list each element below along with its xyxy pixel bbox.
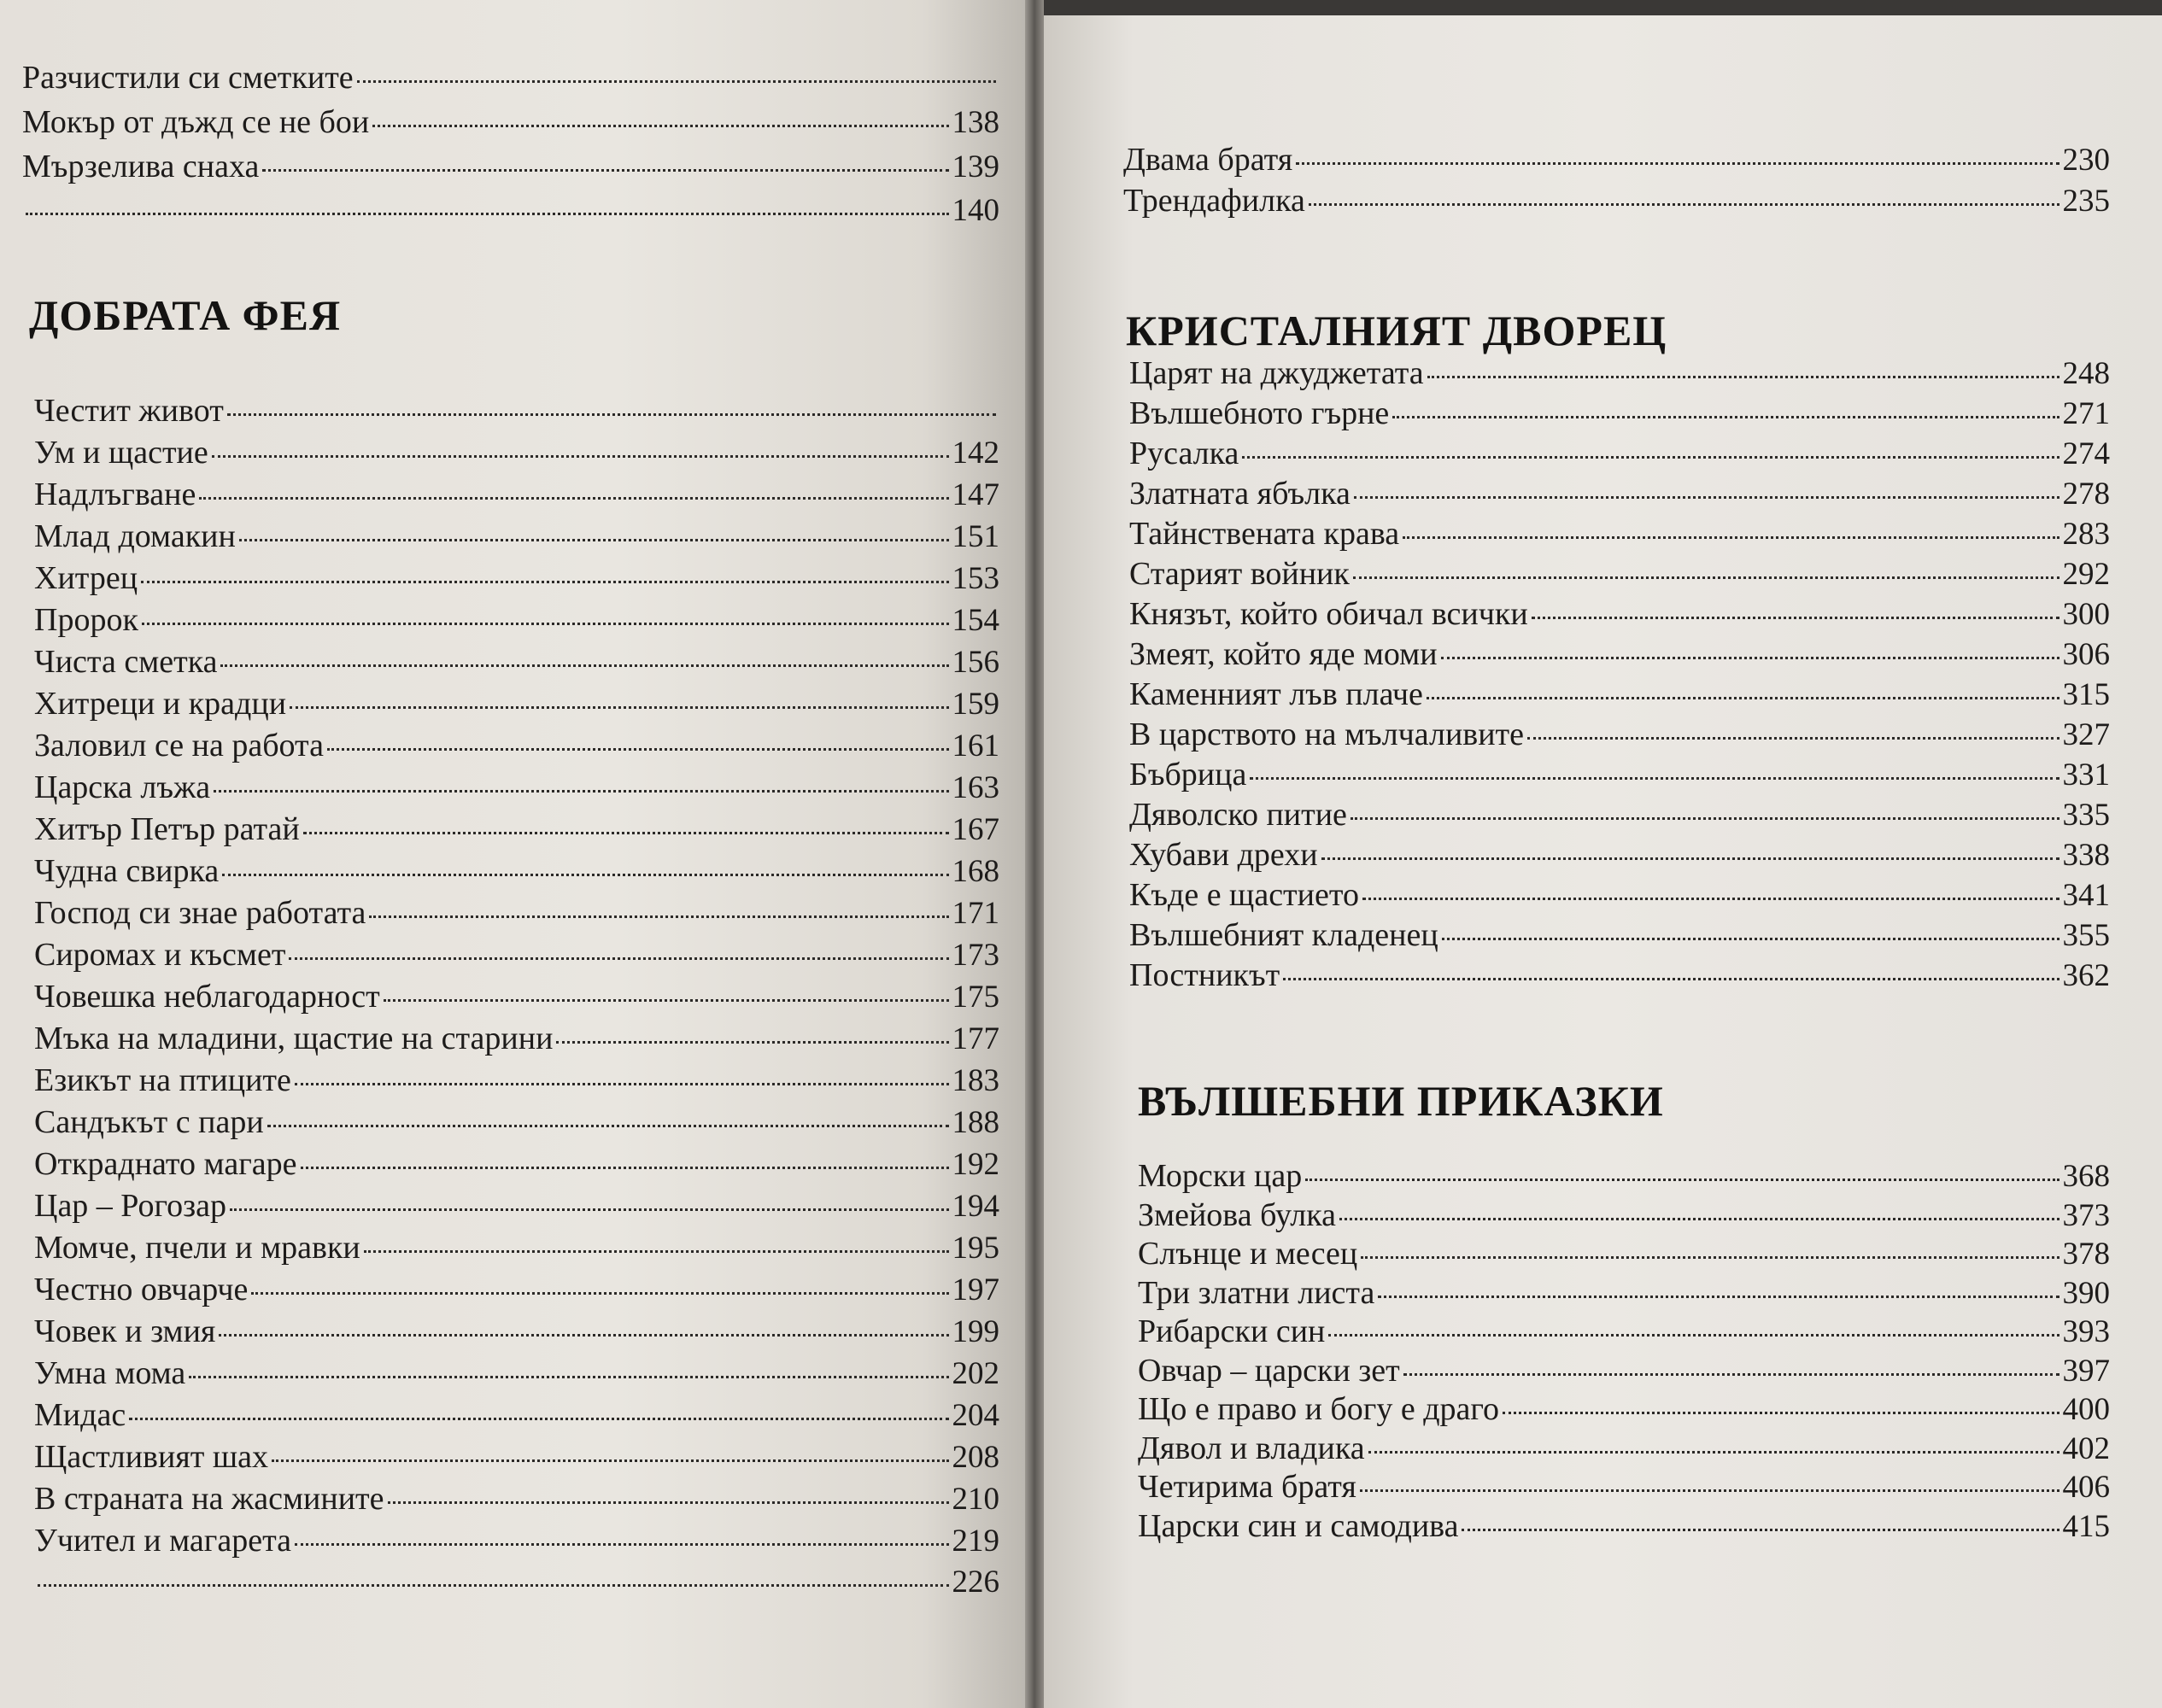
entry-page-number: 226 — [952, 1565, 999, 1600]
toc-entry — [34, 1357, 999, 1399]
dot-leader — [251, 1292, 948, 1295]
entry-title: Мокър от дъжд се не бои — [22, 104, 370, 140]
entry-page-number: 219 — [952, 1524, 999, 1559]
toc-entry — [22, 150, 999, 195]
entry-title: Змейова булка — [1138, 1196, 1337, 1233]
dot-leader — [1283, 978, 2059, 980]
entry-page-number: 175 — [952, 980, 999, 1015]
section-title-dobrata-feya: ДОБРАТА ФЕЯ — [29, 291, 342, 339]
entry-title: Хитрец — [34, 560, 138, 596]
toc-entry — [1129, 758, 2110, 798]
dot-leader — [38, 1584, 949, 1587]
entry-page-number: 355 — [2062, 918, 2110, 953]
entry-title: Мидас — [34, 1397, 126, 1433]
entry-title: Чудна свирка — [34, 853, 220, 889]
toc-entry — [34, 1231, 999, 1273]
entry-title: Дявол и владика — [1138, 1430, 1365, 1466]
entry-page-number: 274 — [2062, 436, 2110, 471]
toc-entry — [34, 604, 999, 646]
dot-leader — [1309, 203, 2059, 206]
left-top-toc — [22, 61, 999, 239]
entry-page-number: 327 — [2062, 717, 2110, 752]
entry-title: Заловил се на работа — [34, 728, 324, 763]
toc-entry — [34, 1148, 999, 1190]
dot-leader — [239, 539, 949, 541]
section-title-valshebni-prikazki: ВЪЛШЕБНИ ПРИКАЗКИ — [1138, 1077, 1664, 1125]
entry-title: Постникът — [1129, 957, 1280, 993]
entry-title: Старият войник — [1129, 556, 1350, 592]
left-main-toc — [34, 395, 999, 1608]
toc-entry — [1138, 1196, 2110, 1238]
toc-entry — [1138, 1160, 2110, 1199]
entry-page-number: 230 — [2062, 143, 2110, 178]
entry-page-number: 362 — [2062, 958, 2110, 993]
dot-leader — [129, 1418, 948, 1420]
toc-entry — [1129, 879, 2110, 919]
entry-title: Езикът на птиците — [34, 1062, 291, 1098]
entry-page-number: 167 — [952, 812, 999, 847]
dot-leader — [1427, 697, 2059, 699]
entry-page-number: 397 — [2062, 1353, 2110, 1389]
entry-page-number: 341 — [2062, 878, 2110, 913]
dot-leader — [227, 413, 996, 416]
entry-page-number: 139 — [952, 149, 999, 184]
dot-leader — [189, 1376, 948, 1378]
entry-title: Бъбрица — [1129, 757, 1247, 793]
toc-entry — [1129, 558, 2110, 598]
entry-page-number: 177 — [952, 1021, 999, 1056]
right-page — [1044, 15, 2162, 1708]
dot-leader — [290, 706, 948, 709]
entry-title: Князът, който обичал всички — [1129, 596, 1528, 632]
toc-entry — [34, 855, 999, 897]
entry-title: В царството на мълчаливите — [1129, 717, 1525, 752]
dot-leader — [267, 1125, 949, 1127]
toc-entry — [1123, 184, 2110, 225]
toc-entry — [1129, 678, 2110, 718]
entry-title: Змеят, който яде моми — [1129, 636, 1438, 672]
entry-title: Цар – Рогозар — [34, 1188, 227, 1224]
toc-entry — [34, 897, 999, 939]
dot-leader — [1532, 617, 2059, 619]
entry-page-number: 151 — [952, 519, 999, 554]
entry-page-number: 183 — [952, 1063, 999, 1098]
entry-page-number: 210 — [952, 1482, 999, 1517]
entry-page-number: 300 — [2062, 597, 2110, 632]
dot-leader — [357, 80, 996, 83]
entry-page-number: 192 — [952, 1147, 999, 1182]
right-top-toc — [1123, 143, 2110, 225]
toc-entry — [1129, 718, 2110, 758]
toc-entry — [34, 1190, 999, 1231]
entry-page-number: 156 — [952, 645, 999, 680]
toc-entry — [34, 1399, 999, 1441]
dot-leader — [1403, 536, 2059, 539]
entry-title: Мъка на младини, щастие на старини — [34, 1021, 554, 1056]
entry-page-number: 393 — [2062, 1314, 2110, 1349]
dot-leader — [1361, 1256, 2059, 1259]
dot-leader — [1503, 1412, 2059, 1414]
toc-entry — [34, 1106, 999, 1148]
toc-entry — [1129, 357, 2110, 397]
entry-title: Щастливият шах — [34, 1439, 269, 1475]
dot-leader — [272, 1459, 948, 1462]
entry-title: Морски цар — [1138, 1158, 1303, 1194]
entry-page-number: 173 — [952, 938, 999, 973]
toc-entry — [1138, 1507, 2110, 1549]
toc-entry — [34, 1566, 999, 1608]
entry-title: Честно овчарче — [34, 1272, 249, 1307]
entry-title: Пророк — [34, 602, 138, 638]
entry-title: Три златни листа — [1138, 1274, 1375, 1311]
entry-page-number: 161 — [952, 728, 999, 763]
dot-leader — [556, 1041, 948, 1044]
section-title-kristalniyat-dvorets: КРИСТАЛНИЯТ ДВОРЕЦ — [1126, 307, 1667, 354]
toc-entry — [1129, 598, 2110, 638]
entry-title: Тайнствената крава — [1129, 516, 1400, 552]
entry-title: Вълшебният кладенец — [1129, 917, 1438, 953]
entry-page-number: 159 — [952, 687, 999, 722]
entry-page-number: 147 — [952, 477, 999, 512]
dot-leader — [214, 790, 948, 793]
entry-page-number: 338 — [2062, 838, 2110, 873]
toc-entry — [34, 939, 999, 980]
toc-entry — [1138, 1315, 2110, 1354]
entry-page-number: 278 — [2062, 477, 2110, 512]
entry-page-number: 373 — [2062, 1197, 2110, 1233]
kristalniyat-dvorets-toc — [1129, 357, 2110, 999]
dot-leader — [262, 169, 948, 172]
entry-title: В страната на жасмините — [34, 1481, 384, 1517]
toc-entry — [1138, 1432, 2110, 1471]
toc-entry — [34, 478, 999, 520]
entry-title: Овчар – царски зет — [1138, 1352, 1400, 1389]
dot-leader — [1242, 456, 2059, 459]
toc-entry — [34, 813, 999, 855]
toc-entry — [1129, 798, 2110, 839]
entry-title: Учител и магарета — [34, 1523, 292, 1559]
entry-page-number: 199 — [952, 1314, 999, 1349]
entry-page-number: 271 — [2062, 396, 2110, 431]
left-page — [0, 0, 1025, 1708]
toc-entry — [34, 436, 999, 478]
dot-leader — [1427, 376, 2059, 378]
entry-title: Трендафилка — [1123, 183, 1305, 219]
dot-leader — [142, 623, 949, 625]
entry-title: Дяволско питие — [1129, 797, 1347, 833]
dot-leader — [303, 832, 949, 834]
toc-entry — [1129, 397, 2110, 437]
dot-leader — [220, 664, 948, 667]
dot-leader — [1378, 1296, 2059, 1298]
entry-title: Сиромах и късмет — [34, 937, 286, 973]
toc-entry — [34, 1483, 999, 1524]
dot-leader — [372, 125, 948, 127]
entry-title: Чиста сметка — [34, 644, 218, 680]
toc-entry — [34, 646, 999, 687]
dot-leader — [1351, 817, 2059, 820]
toc-entry — [34, 562, 999, 604]
entry-title: Откраднато магаре — [34, 1146, 297, 1182]
toc-entry — [1129, 477, 2110, 518]
toc-entry — [1123, 143, 2110, 184]
entry-page-number: 235 — [2062, 184, 2110, 219]
dot-leader — [1441, 657, 2059, 659]
dot-leader — [212, 455, 949, 458]
dot-leader — [1305, 1179, 2059, 1181]
toc-entry — [1138, 1393, 2110, 1432]
entry-title: Момче, пчели и мравки — [34, 1230, 360, 1266]
entry-title: Слънце и месец — [1138, 1236, 1358, 1272]
entry-title: Честит живот — [34, 393, 224, 429]
entry-page-number: 400 — [2062, 1392, 2110, 1427]
entry-title: Човешка неблагодарност — [34, 979, 380, 1015]
entry-page-number: 368 — [2062, 1159, 2110, 1194]
dot-leader — [295, 1083, 949, 1085]
entry-page-number: 171 — [952, 896, 999, 931]
dot-leader — [26, 213, 949, 215]
entry-page-number: 406 — [2062, 1470, 2110, 1505]
dot-leader — [1321, 857, 2059, 860]
toc-entry — [1129, 437, 2110, 477]
entry-title: Русалка — [1129, 436, 1239, 471]
entry-page-number: 202 — [952, 1356, 999, 1391]
dot-leader — [230, 1208, 948, 1211]
entry-page-number: 154 — [952, 603, 999, 638]
entry-title: Умна мома — [34, 1355, 186, 1391]
entry-page-number: 163 — [952, 770, 999, 805]
toc-entry — [34, 1273, 999, 1315]
entry-page-number: 248 — [2062, 356, 2110, 391]
dot-leader — [1339, 1218, 2059, 1220]
dot-leader — [1296, 162, 2059, 165]
toc-entry — [22, 106, 999, 150]
toc-entry — [34, 1022, 999, 1064]
toc-entry — [34, 771, 999, 813]
dot-leader — [219, 1334, 948, 1337]
entry-title: Четирима братя — [1138, 1469, 1356, 1505]
toc-entry — [34, 1315, 999, 1357]
dot-leader — [388, 1501, 949, 1504]
dot-leader — [1527, 737, 2059, 740]
dot-leader — [1354, 496, 2059, 499]
entry-title: Златната ябълка — [1129, 476, 1351, 512]
toc-entry — [22, 61, 999, 106]
entry-page-number: 195 — [952, 1231, 999, 1266]
toc-entry — [22, 195, 999, 239]
dot-leader — [1368, 1451, 2059, 1454]
entry-page-number: 142 — [952, 436, 999, 471]
entry-title: Къде е щастието — [1129, 877, 1359, 913]
entry-page-number: 168 — [952, 854, 999, 889]
toc-entry — [34, 1064, 999, 1106]
dot-leader — [301, 1167, 949, 1169]
dot-leader — [1442, 938, 2059, 940]
toc-entry — [1129, 959, 2110, 999]
entry-title: Хубави дрехи — [1129, 837, 1318, 873]
toc-entry — [34, 395, 999, 436]
book-gutter — [1025, 0, 1044, 1708]
entry-title: Ум и щастие — [34, 435, 208, 471]
entry-page-number: 402 — [2062, 1430, 2110, 1466]
entry-page-number: 335 — [2062, 798, 2110, 833]
entry-page-number: 292 — [2062, 557, 2110, 592]
dot-leader — [141, 581, 948, 583]
dot-leader — [1360, 1489, 2059, 1492]
entry-title: Царски син и самодива — [1138, 1507, 1459, 1544]
dot-leader — [1328, 1334, 2059, 1337]
dot-leader — [1462, 1529, 2059, 1531]
dot-leader — [289, 957, 948, 960]
dot-leader — [327, 748, 949, 751]
toc-entry — [1138, 1354, 2110, 1394]
entry-page-number: 138 — [952, 105, 999, 140]
entry-page-number: 415 — [2062, 1508, 2110, 1544]
entry-title: Човек и змия — [34, 1313, 216, 1349]
entry-page-number: 208 — [952, 1440, 999, 1475]
entry-page-number: 197 — [952, 1272, 999, 1307]
toc-entry — [34, 980, 999, 1022]
dot-leader — [222, 874, 948, 876]
dot-leader — [364, 1250, 949, 1253]
entry-title: Каменният лъв плаче — [1129, 676, 1423, 712]
entry-page-number: 153 — [952, 561, 999, 596]
toc-entry — [1129, 839, 2110, 879]
entry-page-number: 315 — [2062, 677, 2110, 712]
toc-entry — [34, 729, 999, 771]
dot-leader — [199, 497, 948, 500]
entry-page-number: 378 — [2062, 1237, 2110, 1272]
dot-leader — [384, 999, 949, 1002]
entry-title: Разчистили си сметките — [22, 60, 354, 96]
entry-title: Хитреци и крадци — [34, 686, 287, 722]
dot-leader — [1250, 777, 2059, 780]
entry-page-number: 204 — [952, 1398, 999, 1433]
dot-leader — [1403, 1373, 2059, 1376]
entry-title: Надлъгване — [34, 477, 196, 512]
dot-leader — [1392, 416, 2059, 418]
toc-entry — [34, 1524, 999, 1566]
toc-entry — [1138, 1237, 2110, 1277]
entry-page-number: 283 — [2062, 517, 2110, 552]
toc-entry — [1138, 1471, 2110, 1510]
toc-entry — [1138, 1274, 2110, 1316]
entry-page-number: 390 — [2062, 1275, 2110, 1311]
dot-leader — [295, 1543, 948, 1546]
entry-title: Двама братя — [1123, 142, 1293, 178]
entry-title: Вълшебното гърне — [1129, 395, 1390, 431]
entry-page-number: 194 — [952, 1189, 999, 1224]
entry-title: Рибарски син — [1138, 1313, 1326, 1349]
entry-page-number: 331 — [2062, 757, 2110, 793]
entry-page-number: 306 — [2062, 637, 2110, 672]
entry-title: Хитър Петър ратай — [34, 811, 300, 847]
entry-title: Млад домакин — [34, 518, 236, 554]
entry-title: Царят на джуджетата — [1129, 355, 1424, 391]
dot-leader — [1362, 898, 2059, 900]
valshebni-prikazki-toc — [1138, 1160, 2110, 1548]
entry-title: Що е право и богу е драго — [1138, 1391, 1500, 1427]
toc-entry — [34, 1441, 999, 1483]
toc-entry — [1129, 518, 2110, 558]
entry-page-number: 140 — [952, 193, 999, 228]
dot-leader — [1353, 576, 2059, 579]
toc-entry — [34, 687, 999, 729]
toc-entry — [34, 520, 999, 562]
dot-leader — [369, 915, 948, 918]
toc-entry — [1129, 919, 2110, 959]
entry-title: Господ си знае работата — [34, 895, 366, 931]
entry-title: Царска лъжа — [34, 769, 211, 805]
entry-title: Мързелива снаха — [22, 149, 260, 184]
toc-entry — [1129, 638, 2110, 678]
entry-title: Сандъкът с пари — [34, 1104, 264, 1140]
entry-page-number: 188 — [952, 1105, 999, 1140]
